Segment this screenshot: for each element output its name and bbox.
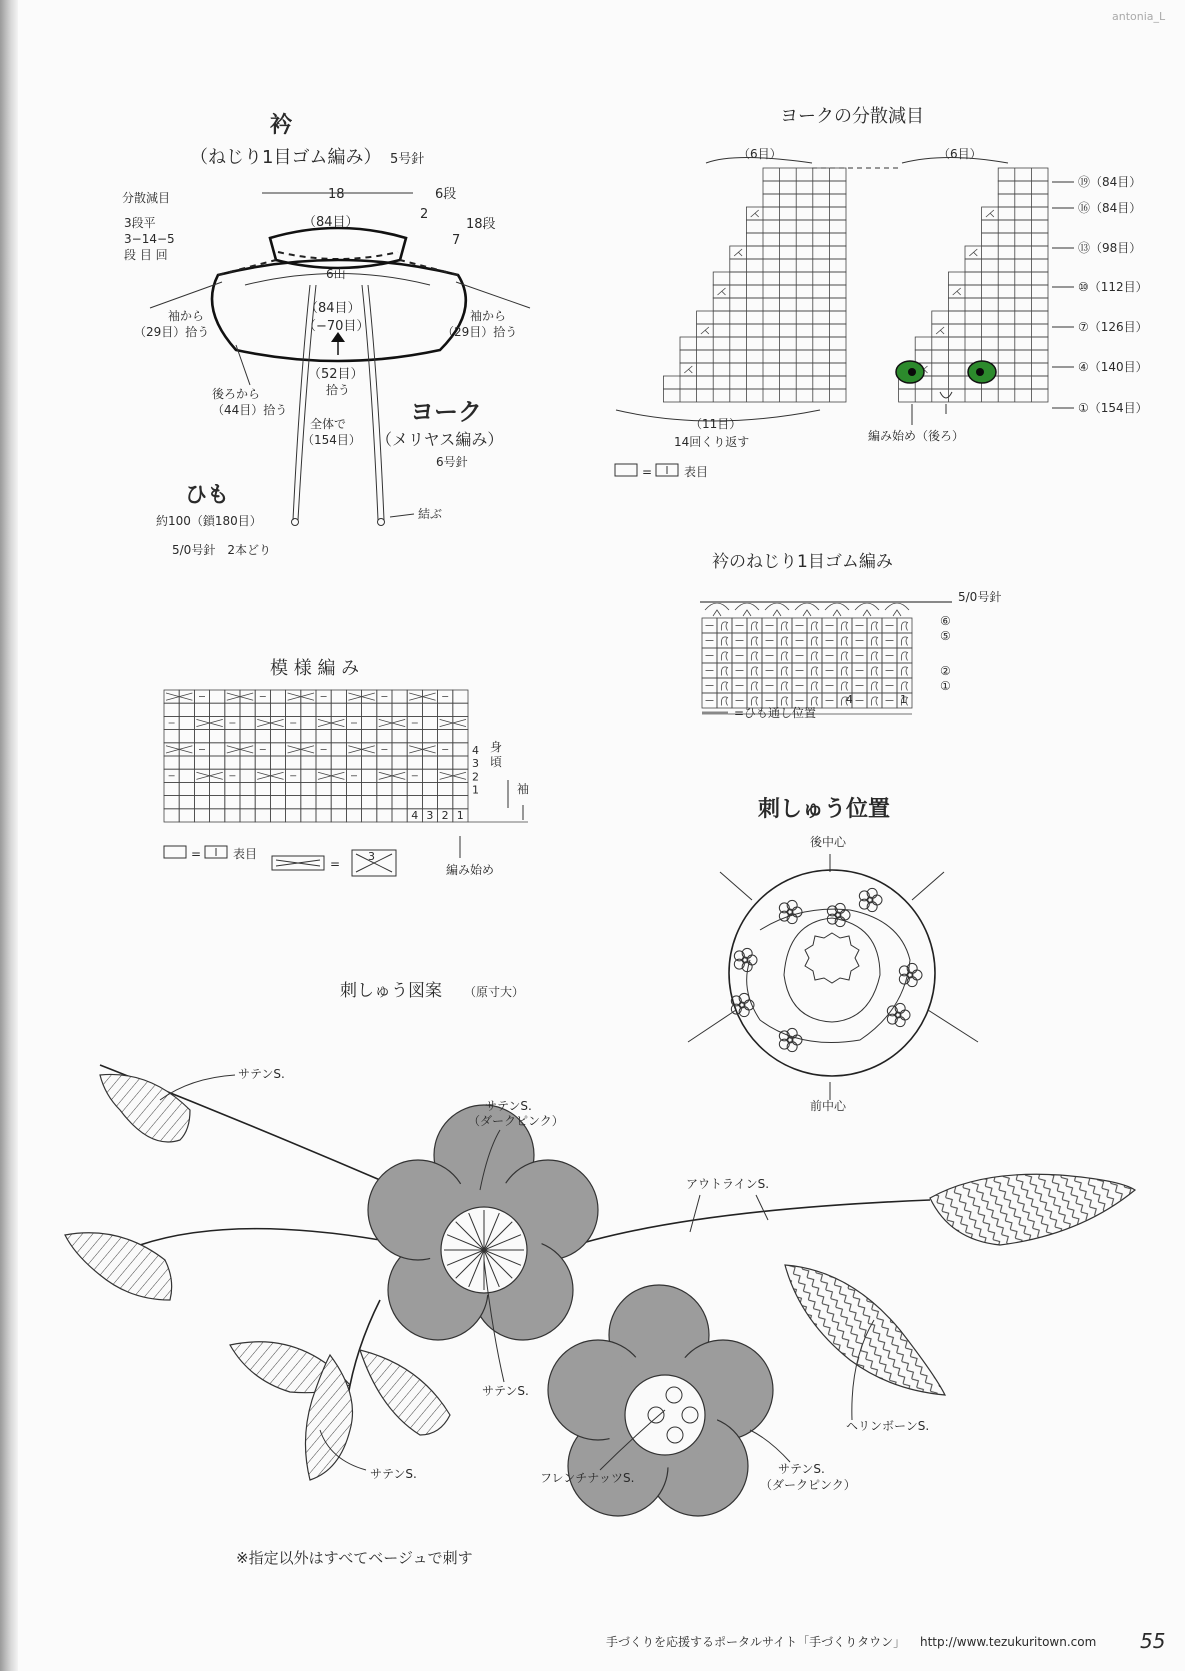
yoke-eleven: （11目）: [690, 417, 742, 431]
pattern-row-number: 1: [472, 783, 479, 797]
total-2: （154目）: [302, 433, 361, 447]
sleeve-right-1: 袖から: [470, 309, 507, 323]
yoke-legend: 表目: [684, 465, 709, 479]
label-outline: アウトラインS.: [686, 1177, 770, 1191]
sleeve-left-2: （29目）拾う: [134, 325, 210, 339]
yoke-six-a: （6目）: [738, 147, 782, 161]
tie-label: 結ぶ: [418, 507, 443, 521]
dec-row3: 段 目 回: [124, 248, 168, 262]
leaf-herringbone-top: [930, 1174, 1135, 1245]
svg-text:3: 3: [368, 850, 375, 863]
label-satin-pink2: サテンS.: [778, 1462, 825, 1476]
yoke-decrease-chart: [615, 106, 1148, 479]
page-number: 55: [1140, 1629, 1166, 1653]
rib-col4: 4: [846, 693, 853, 706]
sleeve-right-2: （29目）拾う: [442, 325, 518, 339]
collar-diagram: [122, 112, 530, 557]
footer-url: http://www.tezukuritown.com: [920, 1635, 1097, 1649]
collar-width: 18: [328, 187, 345, 202]
collar-peaks: 6山: [326, 267, 346, 281]
rib-col1: 1: [900, 693, 907, 706]
yoke-row-labels: [1052, 175, 1148, 415]
neck-opening: [784, 918, 880, 1022]
pattern-row-number: 3: [472, 757, 479, 771]
sleeve-left-1: 袖から: [168, 309, 205, 323]
pattern-legend: 表目: [233, 847, 258, 861]
motif-title: 刺しゅう図案: [340, 981, 442, 1001]
rib-r1: ①: [940, 679, 951, 693]
yoke-row-label: ⑦（126目）: [1078, 320, 1148, 334]
cord-channel: [278, 252, 398, 259]
collar-title: 衿: [270, 113, 293, 138]
dec-row2: 3−14−5: [124, 232, 175, 246]
pattern-body-1: 身: [490, 740, 503, 754]
yoke-sub: （メリヤス編み）: [376, 430, 504, 449]
placement-title: 刺しゅう位置: [758, 797, 891, 822]
footer-portal: 手づくりを応援するポータルサイト「手づくりタウン」: [606, 1635, 906, 1649]
yoke-mid-dec: （−70目）: [303, 319, 370, 334]
pattern-row-number: 2: [472, 770, 479, 784]
collar-rows-18: 18段: [466, 217, 496, 232]
pattern-col-number: 4: [411, 809, 419, 822]
yoke-mid-count: （84目）: [305, 301, 361, 316]
collar-rows-6: 6段: [435, 187, 457, 202]
rib-needle: 5/0号針: [958, 590, 1002, 604]
svg-text:=: =: [642, 465, 653, 479]
rib-r5: ⑤: [940, 629, 951, 643]
collar-top-count: （84目）: [303, 215, 359, 230]
label-pink1: （ダークピンク）: [468, 1114, 564, 1128]
label-satin-mid: サテンS.: [482, 1384, 529, 1398]
dec-row1: 3段平: [124, 216, 156, 230]
label-pink2: （ダークピンク）: [760, 1478, 856, 1492]
embroidery-placement: [688, 796, 978, 1113]
french-knot: [682, 1407, 698, 1423]
embroidery-note: ※指定以外はすべてベージュで刺す: [236, 1549, 473, 1567]
leaf-top-left: [100, 1074, 190, 1142]
stem-right: [560, 1200, 930, 1250]
pattern-body-2: 頃: [490, 755, 503, 769]
yoke-row-label: ⑯（84目）: [1078, 201, 1142, 215]
back-2: （44目）拾う: [212, 403, 288, 417]
pattern-sleeve: 袖: [517, 782, 530, 796]
cord-length: 約100（鎖180目）: [156, 514, 262, 528]
yoke-needle: 6号針: [436, 455, 468, 469]
leaf-herringbone-bottom: [785, 1265, 945, 1395]
yoke-title: ヨーク: [410, 398, 482, 426]
yoke-chart-title: ヨークの分散減目: [780, 106, 924, 127]
tie-leader: [390, 514, 414, 517]
label-french: フレンチナッツS.: [540, 1471, 635, 1485]
yoke-row-label: ⑬（98目）: [1078, 241, 1142, 255]
cord-end-right: [378, 519, 385, 526]
pattern-col-number: 2: [441, 809, 449, 822]
front-count: （52目）: [308, 367, 364, 382]
leaf-left: [65, 1233, 172, 1300]
pattern-row-number: 4: [472, 744, 479, 757]
label-satin-pink1: サテンS.: [485, 1099, 532, 1113]
back-1: 後ろから: [212, 387, 261, 401]
flower-upper: [368, 1105, 598, 1340]
collar-n7: 7: [452, 233, 461, 248]
leaf-lower-right: [360, 1350, 450, 1435]
yoke-six-b: （6目）: [938, 147, 982, 161]
yoke-row-label: ①（154目）: [1078, 401, 1148, 415]
pattern-chart-grid: [164, 690, 528, 822]
neck-ruffle: [805, 933, 859, 983]
rib-chart-grid: [700, 602, 952, 714]
yoke-repeat: 14回くり返す: [674, 435, 750, 449]
yoke-start: 編み始め（後ろ）: [868, 429, 965, 443]
cord-needle: 5/0号針 2本どり: [172, 543, 271, 557]
front-center: 前中心: [810, 1099, 847, 1113]
watermark: antonia_L: [1112, 10, 1166, 23]
collar-rib-chart: [700, 552, 1001, 720]
svg-text:=: =: [191, 847, 202, 861]
french-knot: [666, 1387, 682, 1403]
yoke-row-label: ④（140目）: [1078, 360, 1148, 374]
cord-title: ひも: [185, 483, 230, 508]
mini-flower-ring: [731, 888, 922, 1051]
dec-title: 分散減目: [122, 191, 171, 205]
pattern-start: 編み始め: [446, 863, 495, 877]
cat-face-drawing: [896, 361, 996, 414]
label-satin-bottom: サテンS.: [370, 1467, 417, 1481]
rib-legend: =ひも通し位置: [734, 706, 817, 720]
collar-subtitle: （ねじり1目ゴム編み）: [190, 147, 382, 168]
pattern-col-number: 1: [456, 809, 464, 822]
cord-end-left: [292, 519, 299, 526]
french-knot: [648, 1407, 664, 1423]
sleeve-right-leader: [456, 282, 530, 308]
stem-left: [140, 1229, 380, 1245]
legend-box-empty: [615, 464, 637, 476]
rib-chart-title: 衿のねじり1目ゴム編み: [712, 552, 893, 572]
french-knot: [667, 1427, 683, 1443]
pattern-chart-title: 模 様 編 み: [270, 658, 360, 679]
label-herringbone: ヘリンボーンS.: [846, 1419, 930, 1433]
rib-r2: ②: [940, 664, 951, 678]
label-satin-top: サテンS.: [238, 1067, 285, 1081]
collar-n2: 2: [420, 207, 429, 222]
page-footer: [606, 1629, 1165, 1653]
pattern-col-number: 3: [426, 809, 434, 822]
yoke-row-label: ⑩（112目）: [1078, 280, 1148, 294]
rib-r6: ⑥: [940, 614, 951, 628]
yoke-row-label: ⑲（84目）: [1078, 175, 1142, 189]
pattern-stitch-chart: [164, 658, 529, 877]
embroidery-motif: [65, 981, 1135, 1567]
collar-needle: 5号針: [390, 152, 425, 167]
back-center: 後中心: [810, 835, 847, 849]
front-pick: 拾う: [326, 383, 351, 397]
flower-upper-spokes: [444, 1210, 524, 1290]
placement-circle: [729, 870, 935, 1076]
total-1: 全体で: [310, 417, 347, 431]
svg-text:=: =: [330, 857, 341, 871]
motif-scale: （原寸大）: [464, 985, 525, 999]
